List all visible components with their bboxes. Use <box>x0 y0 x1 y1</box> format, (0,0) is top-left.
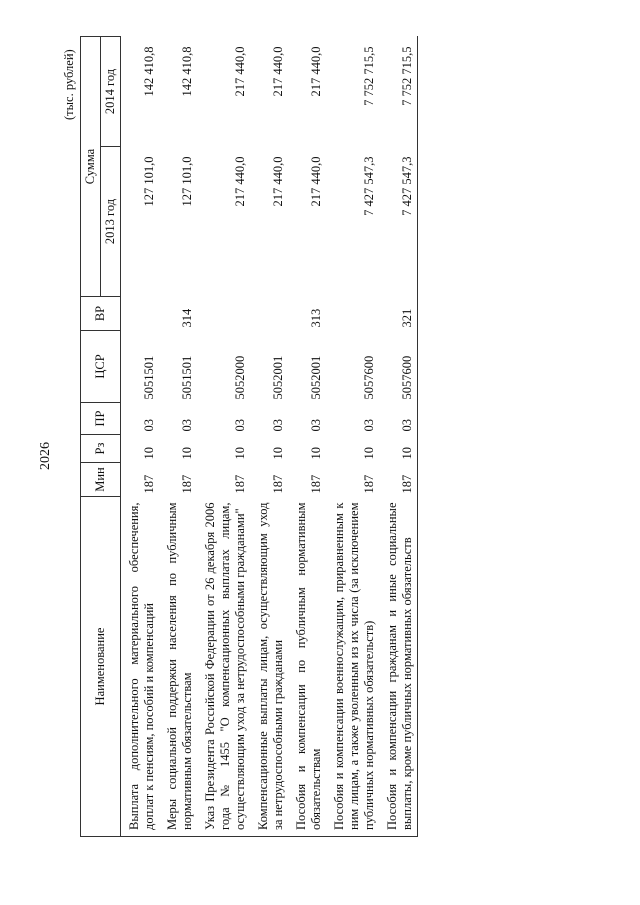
row-sum-2013: 127 101,0 <box>142 156 156 207</box>
row-sum-2014: 217 440,0 <box>233 46 247 97</box>
header-2014: 2014 год <box>101 37 121 147</box>
row-vr <box>326 297 379 331</box>
row-name: Выплата дополнительного материального обеспечения, доплат к пенсиям, пособий и компенсаций <box>121 497 160 837</box>
row-rz: 10 <box>362 447 376 460</box>
units-label: (тыс. рублей) <box>62 49 76 120</box>
row-vr: 314 <box>180 308 194 328</box>
row-sum-2013: 7 427 547,3 <box>362 156 376 216</box>
row-csr: 5052000 <box>233 355 247 400</box>
row-vr <box>250 297 288 331</box>
row-name: Компенсационные выплаты лицам, осуществляющим уход за нетрудоспособными гражданами <box>250 497 288 837</box>
row-vr <box>197 297 250 331</box>
row-pr: 03 <box>233 419 247 432</box>
row-name: Пособия и компенсации по публичным нормативным обязательствам <box>288 497 326 837</box>
row-csr: 5057600 <box>379 331 418 403</box>
row-csr: 5051501 <box>142 355 156 400</box>
row-sum-2014: 7 752 715,5 <box>362 46 376 106</box>
table-row <box>379 37 418 837</box>
row-vr: 313 <box>309 308 323 328</box>
row-rz: 10 <box>233 447 247 460</box>
row-min: 187 <box>362 474 376 494</box>
row-sum-2014: 217 440,0 <box>271 46 285 97</box>
table-row <box>197 37 250 837</box>
budget-table <box>80 36 418 837</box>
header-vr: ВР <box>81 297 121 331</box>
row-rz: 10 <box>309 447 323 460</box>
row-sum-2013: 217 440,0 <box>309 156 323 207</box>
row-vr: 321 <box>379 297 418 331</box>
row-min: 187 <box>309 474 323 494</box>
row-rz: 10 <box>379 435 418 463</box>
header-2013: 2013 год <box>101 147 121 297</box>
row-sum-2013: 217 440,0 <box>233 156 247 207</box>
row-rz: 10 <box>142 447 156 460</box>
row-name: Меры социальной поддержки населения по публичным нормативным обязательствам <box>159 497 197 837</box>
row-csr: 5057600 <box>362 355 376 400</box>
table-row <box>121 37 160 837</box>
row-csr: 5051501 <box>180 355 194 400</box>
header-sum: Сумма <box>81 37 101 297</box>
table-row <box>288 37 326 837</box>
row-sum-2014: 142 410,8 <box>180 46 194 97</box>
row-csr: 5052001 <box>309 355 323 400</box>
row-pr: 03 <box>309 419 323 432</box>
row-rz: 10 <box>271 447 285 460</box>
table-row <box>250 37 288 837</box>
header-csr: ЦСР <box>81 331 121 403</box>
row-vr <box>121 297 160 331</box>
table-row <box>159 37 197 837</box>
row-name: Указ Президента Российской Федерации от 26 декабря 2006 года № 1455 "О компенсационных выплатах лицам, осуществляющим уход за нетрудоспособными гражданами" <box>197 497 250 837</box>
table-body <box>121 37 418 837</box>
header-min: Мин <box>81 463 121 497</box>
table-row <box>326 37 379 837</box>
row-min: 187 <box>379 463 418 497</box>
row-name: Пособия и компенсации военнослужащим, приравненным к ним лицам, а также уволенным из их числа (за исключением публичных нормативных обязательств) <box>326 497 379 837</box>
row-csr: 5052001 <box>271 355 285 400</box>
row-pr: 03 <box>379 403 418 435</box>
row-name: Пособия и компенсации гражданам и иные социальные выплаты, кроме публичных нормативных обязательств <box>379 497 418 837</box>
row-min: 187 <box>180 474 194 494</box>
row-sum-2014: 7 752 715,5 <box>379 37 418 147</box>
row-pr: 03 <box>362 419 376 432</box>
row-min: 187 <box>233 474 247 494</box>
row-sum-2014: 142 410,8 <box>142 46 156 97</box>
row-pr: 03 <box>180 419 194 432</box>
row-sum-2013: 127 101,0 <box>180 156 194 207</box>
header-pr: ПР <box>81 403 121 435</box>
header-rz: Рз <box>81 435 121 463</box>
row-sum-2013: 217 440,0 <box>271 156 285 207</box>
header-name: Наименование <box>81 497 121 837</box>
row-min: 187 <box>142 474 156 494</box>
row-rz: 10 <box>180 447 194 460</box>
row-min: 187 <box>271 474 285 494</box>
page-number: 2026 <box>38 442 53 470</box>
row-pr: 03 <box>142 419 156 432</box>
row-pr: 03 <box>271 419 285 432</box>
row-sum-2014: 217 440,0 <box>309 46 323 97</box>
row-sum-2013: 7 427 547,3 <box>379 147 418 297</box>
